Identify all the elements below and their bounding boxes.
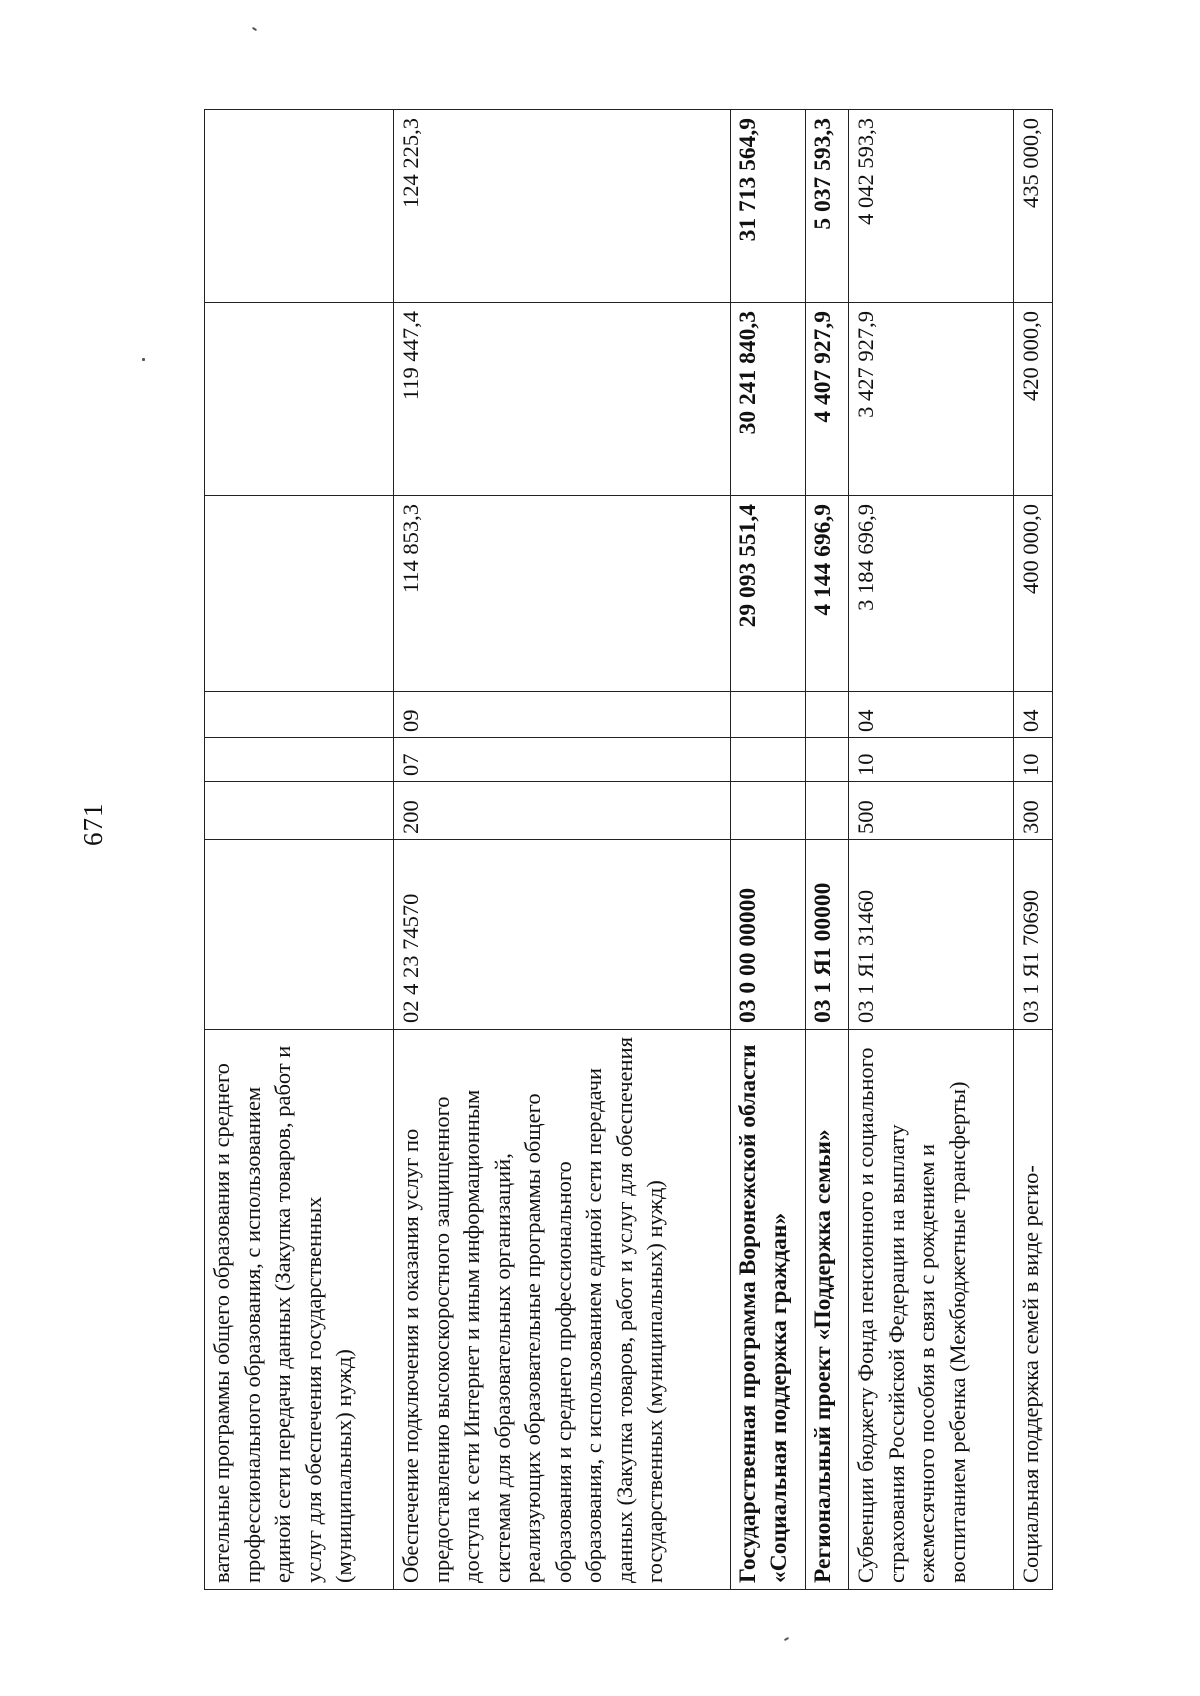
rotated-table-container: [204, 110, 1096, 1590]
row-rz: [205, 738, 394, 782]
row-year3: 4 042 593,3: [849, 110, 1014, 303]
row-vr: 200: [394, 782, 731, 840]
row-year3: 124 225,3: [394, 110, 731, 303]
table-row: [731, 110, 806, 1590]
row-year2: 420 000,0: [1014, 303, 1053, 496]
row-name: Обеспечение подключения и оказания услуг по предоставлению высокоскоростного защищенного доступа к сети Интернет и иным информационным системам для образовательных организаций, реализующих образовательные программы общего образования и среднего профессионального образования, с использованием единой сети передачи данных (Закупка товаров, работ и услуг для обеспечения государственных (муниципальных) нужд): [394, 1030, 731, 1590]
table-row: [1014, 110, 1053, 1590]
row-year3: 435 000,0: [1014, 110, 1053, 303]
row-rz: 10: [1014, 738, 1053, 782]
budget-table: [204, 109, 1053, 1590]
row-pr: 04: [1014, 692, 1053, 738]
row-name: Государственная программа Воронежской области «Социальная поддержка граждан»: [731, 1030, 806, 1590]
row-pr: [731, 692, 806, 738]
row-year2: 4 407 927,9: [806, 303, 849, 496]
row-year3: [205, 110, 394, 303]
table-row: [205, 110, 394, 1590]
table-row: [394, 110, 731, 1590]
scan-speck: [784, 1637, 789, 1641]
row-code: 03 0 00 00000: [731, 840, 806, 1030]
row-pr: 04: [849, 692, 1014, 738]
row-year1: 29 093 551,4: [731, 496, 806, 692]
row-name: Субвенции бюджету Фонда пенсионного и социального страхования Российской Федерации на выплату ежемесячного пособия в связи с рождением и воспитанием ребенка (Межбюджетные трансферты): [849, 1030, 1014, 1590]
scan-speck: [252, 27, 257, 32]
scan-speck: [142, 358, 145, 361]
row-rz: 07: [394, 738, 731, 782]
row-vr: 500: [849, 782, 1014, 840]
row-year2: 119 447,4: [394, 303, 731, 496]
row-year2: 3 427 927,9: [849, 303, 1014, 496]
row-code: [205, 840, 394, 1030]
row-year3: 31 713 564,9: [731, 110, 806, 303]
row-year1: 400 000,0: [1014, 496, 1053, 692]
row-code: 03 1 Я1 31460: [849, 840, 1014, 1030]
row-rz: 10: [849, 738, 1014, 782]
row-code: 03 1 Я1 70690: [1014, 840, 1053, 1030]
row-year1: 3 184 696,9: [849, 496, 1014, 692]
row-vr: [806, 782, 849, 840]
row-year1: 114 853,3: [394, 496, 731, 692]
row-year2: 30 241 840,3: [731, 303, 806, 496]
row-pr: 09: [394, 692, 731, 738]
row-year2: [205, 303, 394, 496]
row-rz: [731, 738, 806, 782]
row-vr: [205, 782, 394, 840]
row-code: 02 4 23 74570: [394, 840, 731, 1030]
row-name: вательные программы общего образования и среднего профессионального образования, с использованием единой сети передачи данных (Закупка товаров, работ и услуг для обеспечения государственных (муниципальных) нужд): [205, 1030, 394, 1590]
row-name: Социальная поддержка семей в виде регио-: [1014, 1030, 1053, 1590]
row-year3: 5 037 593,3: [806, 110, 849, 303]
row-year1: [205, 496, 394, 692]
row-pr: [205, 692, 394, 738]
row-pr: [806, 692, 849, 738]
row-name: Региональный проект «Поддержка семьи»: [806, 1030, 849, 1590]
row-rz: [806, 738, 849, 782]
page-number: 671: [78, 802, 108, 846]
row-vr: 300: [1014, 782, 1053, 840]
table-row: [849, 110, 1014, 1590]
row-year1: 4 144 696,9: [806, 496, 849, 692]
table-row: [806, 110, 849, 1590]
row-code: 03 1 Я1 00000: [806, 840, 849, 1030]
row-vr: [731, 782, 806, 840]
